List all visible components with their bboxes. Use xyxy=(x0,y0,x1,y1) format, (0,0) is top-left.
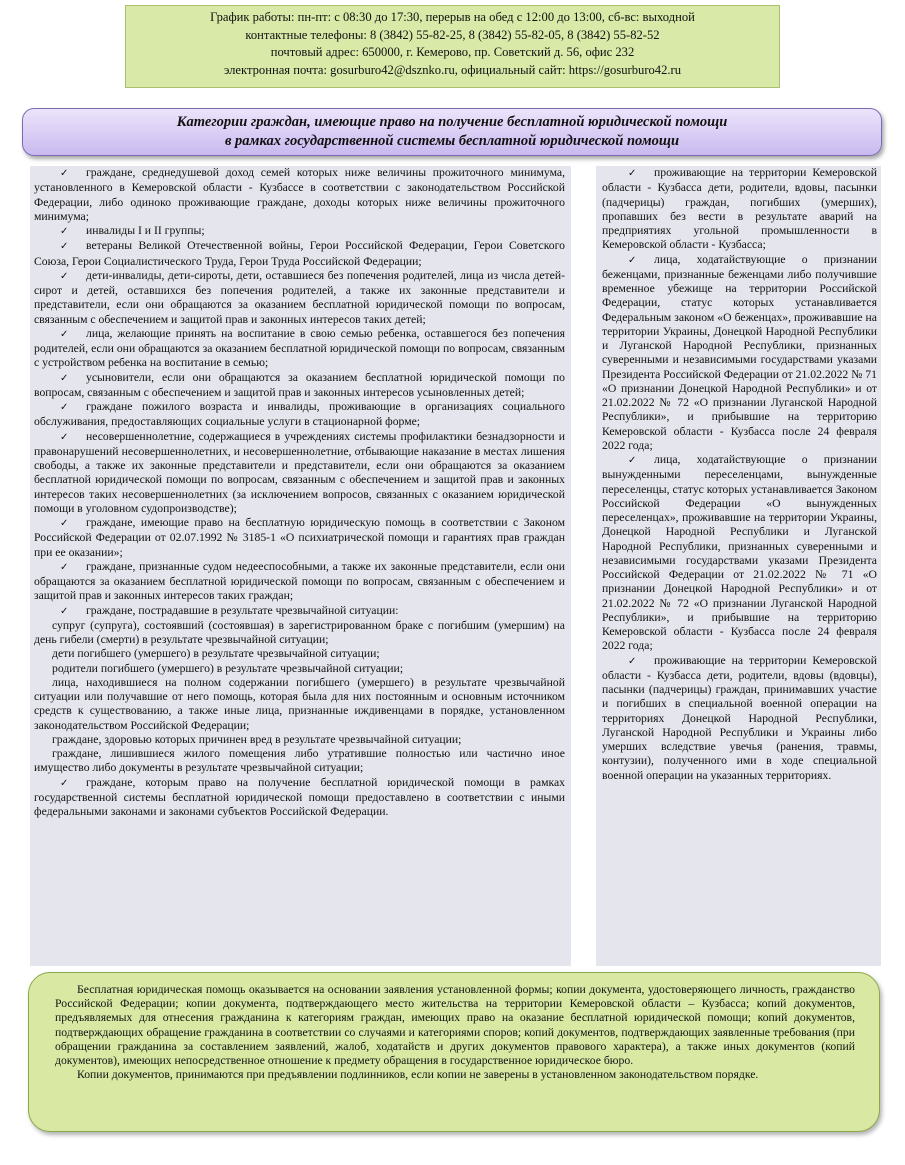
checkmark-icon: ✓ xyxy=(60,270,69,282)
category-text: родители погибшего (умершего) в результате чрезвычайной ситуации; xyxy=(52,661,404,675)
category-item xyxy=(34,516,565,560)
documents-paragraph: Бесплатная юридическая помощь оказывается на основании заявления установленной формы; копии документа, удостоверяющего личность, гражданство Российской Федерации; копии документа, подтверждающего место жительства на территории Кемеровской области – Кузбасса; копий документов, предъявляемых для отнесения гражданина к категориям граждан, имеющих право на оказание бесплатной юридической помощи; копий документов, подтверждающих обращение гражданина в соответствии со случаями и категориями споров; копий документов, подтверждающих заявленные требования (при обращении гражданина за составлением заявлений, жалоб, ходатайств и других документов правового характера), а также иных документов (копий документов), имеющих непосредственное отношение к предмету обращения в государственное юридическое бюро. xyxy=(55,983,855,1068)
email-website-line: электронная почта: gosurburo42@dsznko.ru, официальный сайт: https://gosurburo42.ru xyxy=(223,62,682,77)
checkmark-icon: ✓ xyxy=(60,518,69,529)
checkmark-icon: ✓ xyxy=(60,561,69,573)
checkmark-icon: ✓ xyxy=(628,655,637,667)
category-text: лица, ходатайствующие о признании вынужденными переселенцами, вынужденные переселенцы, статус которых устанавливается Законом Российской Федерации «О вынужденных переселенцах», проживавшие на территории Украины, Донецкой Народной Республики и Луганской Народной Республики, признанных суверенными и независимыми государствами указами Президента Российской Федерации от 21.02.2022 № 71 «О признании Донецкой Народной Республики» и от 21.02.2022 № 72 «О признании Луганской Народной Республики», и прибывшие на территорию Кемеровской области - Кузбасса после 24 февраля 2022 года; xyxy=(602,453,877,653)
category-item xyxy=(602,166,877,253)
category-item xyxy=(34,166,565,224)
checkmark-icon: ✓ xyxy=(628,455,637,466)
category-text: инвалиды I и II группы; xyxy=(86,224,205,237)
documents-info-box xyxy=(28,972,880,1132)
category-item xyxy=(34,400,565,430)
checkmark-icon: ✓ xyxy=(60,372,69,384)
checkmark-icon: ✓ xyxy=(628,254,637,266)
category-item xyxy=(34,430,565,517)
category-item xyxy=(34,560,565,604)
category-text: проживающие на территории Кемеровской области - Кузбасса дети, родители, вдовы (вдовцы), пасынки (падчерицы) граждан, принимавших участие и погибших в специальной военной операции на территориях Донецкой Народной Республики, Луганской Народной Республики и Украины либо умерших вследствие увечья (ранения, травмы, контузии), полученного ими в ходе специальной военной операции на указанных территориях. xyxy=(602,653,877,782)
category-item xyxy=(602,453,877,654)
category-text: граждане, имеющие право на бесплатную юридическую помощь в соответствии с Законом Российской Федерации от 02.07.1992 № 3185-1 «О психиатрической помощи и гарантиях прав граждан при ее оказании»; xyxy=(34,516,565,559)
checkmark-icon: ✓ xyxy=(60,777,69,789)
category-item xyxy=(602,654,877,783)
category-subitem xyxy=(34,676,565,733)
category-text: дети-инвалиды, дети-сироты, дети, оставшиеся без попечения родителей, лица из числа детей-сирот и детей, оставшихся без попечения родителей, а также их законные представители и представители, если они обращаются за оказанием бесплатной юридической помощи по вопросам, связанным с обеспечением и защитой прав и законных интересов таких детей; xyxy=(34,268,565,326)
categories-left-column xyxy=(30,166,571,966)
category-text: граждане, пострадавшие в результате чрезвычайной ситуации: xyxy=(86,603,399,617)
postal-address-line: почтовый адрес: 650000, г. Кемерово, пр. Советский д. 56, офис 232 xyxy=(270,45,635,59)
checkmark-icon: ✓ xyxy=(60,605,69,617)
category-item xyxy=(34,776,565,820)
category-text: граждане, которым право на получение бесплатной юридической помощи в рамках государственной системы бесплатной юридической помощи предоставлено в соответствии с иными федеральными законами и законами субъектов Российской Федерации. xyxy=(34,775,565,818)
category-item xyxy=(34,604,565,619)
contact-info-box xyxy=(125,5,780,88)
category-text: лица, ходатайствующие о признании беженцами, признанные беженцами либо получившие временное убежище на территории Российской Федерации, статус которых устанавливается Федеральным законом «О беженцах», проживавшие на территории Украины, Донецкой Народной Республики и Луганской Народной Республики, признанных суверенными и независимыми государствами указами Президента Российской Федерации от 21.02.2022 № 71 «О признании Донецкой Народной Республики» и от 21.02.2022 № 72 «О признании Луганской Народной Республики», и прибывшие на территорию Кемеровской области - Кузбасса после 24 февраля 2022 года; xyxy=(602,252,877,452)
checkmark-icon: ✓ xyxy=(60,241,69,253)
category-item xyxy=(34,269,565,327)
title-line-2: в рамках государственной системы бесплатной юридической помощи xyxy=(224,133,680,149)
category-item xyxy=(34,371,565,401)
checkmark-icon: ✓ xyxy=(60,328,69,340)
categories-right-column xyxy=(596,166,881,966)
category-text: супруг (супруга), состоявший (состоявшая) в зарегистрированном браке с погибшим (умершим) на день гибели (смерти) в результате чрезвычайной ситуации; xyxy=(34,618,565,646)
checkmark-icon: ✓ xyxy=(60,402,69,413)
checkmark-icon: ✓ xyxy=(60,226,69,237)
category-text: лица, желающие принять на воспитание в свою семью ребенка, оставшегося без попечения родителей, если они обращаются за оказанием бесплатной юридической помощи по вопросам, связанным с устройством ребенка на воспитание в семью; xyxy=(34,326,565,370)
category-item xyxy=(34,224,565,239)
checkmark-icon: ✓ xyxy=(60,168,69,179)
category-text: граждане, среднедушевой доход семей которых ниже величины прожиточного минимума, установленного в Кемеровской области - Кузбассе в соответствии с законодательством Российской Федерации, либо одиноко проживающие граждане, доходы которых ниже величины прожиточного минимума; xyxy=(34,166,565,223)
section-title xyxy=(22,108,882,156)
copies-note-paragraph: Копии документов, принимаются при предъявлении подлинников, если копии не заверены в установленном законодательством порядке. xyxy=(77,1068,759,1082)
category-subitem xyxy=(34,647,565,661)
category-subitem xyxy=(34,747,565,776)
category-item xyxy=(602,253,877,454)
work-schedule-line: График работы: пн-пт: с 08:30 до 17:30, перерыв на обед с 12:00 до 13:00, сб-вс: выходной xyxy=(210,10,695,24)
category-text: лица, находившиеся на полном содержании погибшего (умершего) в результате чрезвычайной ситуации или получавшие от него помощь, которая была для них постоянным и основным источником средств к существованию, а также иные лица, признанные иждивенцами в порядке, установленном законодательством Российской Федерации; xyxy=(34,675,565,732)
category-item xyxy=(34,239,565,269)
category-text: ветераны Великой Отечественной войны, Герои Российской Федерации, Герои Советского Союза, Герои Социалистического Труда, Герои Труда Российской Федерации; xyxy=(34,239,565,268)
checkmark-icon: ✓ xyxy=(60,431,69,443)
title-line-1: Категории граждан, имеющие право на получение бесплатной юридической помощи xyxy=(176,114,728,130)
category-subitem xyxy=(34,733,565,747)
category-text: дети погибшего (умершего) в результате чрезвычайной ситуации; xyxy=(52,647,380,661)
phones-line: контактные телефоны: 8 (3842) 55-82-25, 8 (3842) 55-82-05, 8 (3842) 55-82-52 xyxy=(245,27,660,42)
category-item xyxy=(34,327,565,371)
checkmark-icon: ✓ xyxy=(628,168,637,179)
category-text: проживающие на территории Кемеровской области - Кузбасса дети, родители, вдовы, пасынки (падчерицы) граждан, погибших (умерших), пропавших без вести в результате аварий на предприятиях угольной промышленности в Кемеровской области - Кузбасса; xyxy=(602,166,877,252)
category-subitem xyxy=(34,662,565,676)
category-subitem xyxy=(34,619,565,648)
category-text: несовершеннолетние, содержащиеся в учреждениях системы профилактики безнадзорности и правонарушений несовершеннолетних, и несовершеннолетние, отбывающие наказание в местах лишения свободы, а также их законные представители и представители, если они обращаются за оказанием бесплатной юридической помощи по вопросам, связанным с обеспечением и защитой прав и законных интересов таких несовершеннолетних (за исключением вопросов, связанных с оказанием юридической помощи в уголовном судопроизводстве); xyxy=(34,429,565,515)
category-text: граждане пожилого возраста и инвалиды, проживающие в организациях социального обслуживания, предоставляющих социальные услуги в стационарной форме; xyxy=(34,400,565,429)
category-text: граждане, признанные судом недееспособными, а также их законные представители, если они обращаются за оказанием бесплатной юридической помощи по вопросам, связанным с обеспечением и защитой прав и законных интересов таких граждан; xyxy=(34,559,565,603)
category-text: граждане, лишившиеся жилого помещения либо утратившие полностью или частично иное имущество либо документы в результате чрезвычайной ситуации; xyxy=(34,747,565,775)
category-text: граждане, здоровью которых причинен вред в результате чрезвычайной ситуации; xyxy=(52,732,462,746)
category-text: усыновители, если они обращаются за оказанием бесплатной юридической помощи по вопросам, связанным с обеспечением и защитой прав и законных интересов усыновленных детей; xyxy=(34,370,565,399)
